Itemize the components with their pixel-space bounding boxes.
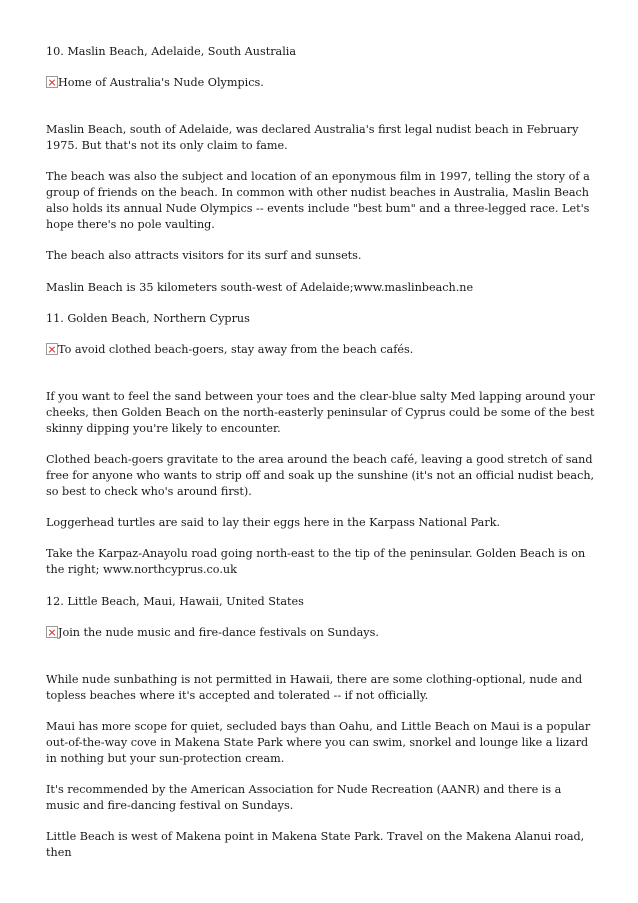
broken-image-icon	[46, 626, 58, 638]
paragraph: The beach was also the subject and location of an eponymous film in 1997, telling the story of a group of friends on the beach. In common with other nudist beaches in Australia, Maslin Beach also holds its annual Nude Olympics -- events include "best bum" and a three-legged race. Let's hope there's no pole vaulting.	[46, 170, 590, 231]
caption-text: To avoid clothed beach-goers, stay away from the beach cafés.	[58, 343, 414, 357]
image-caption	[46, 342, 598, 358]
paragraph: Maslin Beach, south of Adelaide, was declared Australia's first legal nudist beach in February 1975. But that's not its only claim to fame.	[46, 123, 579, 152]
section-heading: 11. Golden Beach, Northern Cyprus	[46, 311, 250, 325]
image-caption	[46, 75, 598, 91]
paragraph: Clothed beach-goers gravitate to the area around the beach café, leaving a good stretch of sand free for anyone who wants to strip off and soak up the sunshine (it's not an official nudist beach, so best to check who's around first).	[46, 453, 595, 498]
paragraph: While nude sunbathing is not permitted in Hawaii, there are some clothing-optional, nude and topless beaches where it's accepted and tolerated -- if not officially.	[46, 672, 583, 702]
broken-image-icon	[46, 76, 58, 88]
image-caption	[46, 625, 598, 641]
paragraph: Take the Karpaz-Anayolu road going north-east to the tip of the peninsular. Golden Beach is on the right; www.northcyprus.co.uk	[46, 547, 586, 577]
caption-text: Join the nude music and fire-dance festivals on Sundays.	[58, 626, 379, 640]
document-page	[46, 44, 598, 876]
broken-image-icon	[46, 343, 58, 355]
paragraph: Little Beach is west of Makena point in Makena State Park. Travel on the Makena Alanui road, then	[46, 830, 585, 860]
paragraph: It's recommended by the American Association for Nude Recreation (AANR) and there is a music and fire-dancing festival on Sundays.	[46, 783, 562, 812]
paragraph: The beach also attracts visitors for its surf and sunsets.	[46, 249, 362, 263]
paragraph: If you want to feel the sand between your toes and the clear-blue salty Med lapping around your cheeks, then Golden Beach on the north-easterly peninsular of Cyprus could be some of the best skinny dipping you're likely to encounter.	[46, 390, 595, 435]
section-heading: 12. Little Beach, Maui, Hawaii, United States	[46, 594, 304, 608]
paragraph: Loggerhead turtles are said to lay their eggs here in the Karpass National Park.	[46, 516, 501, 530]
caption-text: Home of Australia's Nude Olympics.	[58, 76, 264, 90]
section-heading: 10. Maslin Beach, Adelaide, South Australia	[46, 45, 297, 58]
paragraph: Maslin Beach is 35 kilometers south-west of Adelaide;www.maslinbeach.ne	[46, 280, 474, 294]
paragraph: Maui has more scope for quiet, secluded bays than Oahu, and Little Beach on Maui is a popular out-of-the-way cove in Makena State Park where you can swim, snorkel and lounge like a lizard in nothing but your sun-protection cream.	[46, 720, 591, 765]
